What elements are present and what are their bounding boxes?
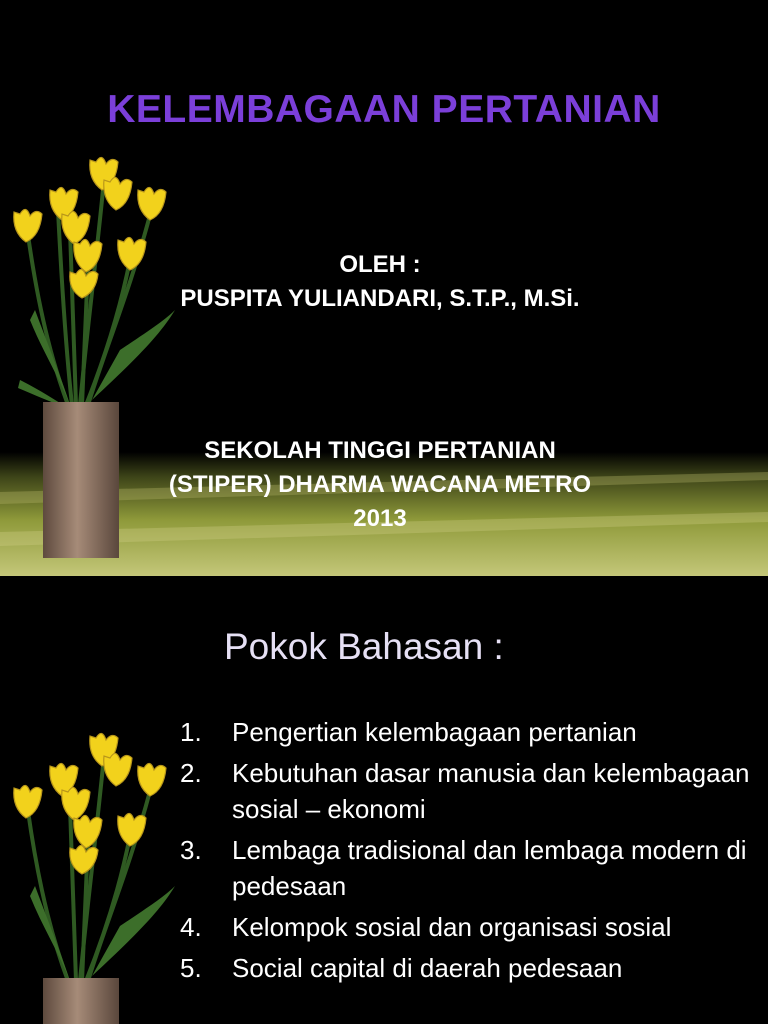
list-item-number: 2. bbox=[180, 758, 202, 788]
slide-title: KELEMBAGAAN PERTANIAN bbox=[107, 88, 661, 131]
institution-block bbox=[60, 434, 700, 536]
list-item bbox=[178, 755, 758, 827]
year: 2013 bbox=[353, 505, 407, 532]
list-item-number: 4. bbox=[180, 912, 202, 942]
institution-line-2: (STIPER) DHARMA WACANA METRO bbox=[168, 471, 592, 498]
list-item bbox=[178, 909, 758, 945]
outline-title: Pokok Bahasan : bbox=[224, 626, 504, 667]
institution-line-1: SEKOLAH TINGGI PERTANIAN bbox=[204, 437, 556, 464]
author-name: PUSPITA YULIANDARI, S.T.P., M.Si. bbox=[180, 285, 580, 312]
list-item-number: 3. bbox=[180, 835, 202, 865]
outline-slide bbox=[0, 586, 768, 1024]
list-item-text: Pengertian kelembagaan pertanian bbox=[232, 717, 637, 747]
list-item-text: Lembaga tradisional dan lembaga modern di pedesaan bbox=[232, 835, 747, 901]
list-item-text: Social capital di daerah pedesaan bbox=[232, 953, 623, 983]
list-item-text: Kebutuhan dasar manusia dan kelembagaan sosial – ekonomi bbox=[232, 758, 750, 824]
list-item-text: Kelompok sosial dan organisasi sosial bbox=[232, 912, 672, 942]
list-item-number: 5. bbox=[180, 953, 202, 983]
author-block bbox=[60, 248, 700, 316]
author-label: OLEH : bbox=[339, 251, 421, 278]
list-item-number: 1. bbox=[180, 717, 202, 747]
topic-list bbox=[178, 714, 758, 991]
tulip-vase-illustration bbox=[0, 726, 200, 1024]
list-item bbox=[178, 950, 758, 986]
vase-icon bbox=[43, 978, 119, 1024]
list-item bbox=[178, 832, 758, 904]
list-item bbox=[178, 714, 758, 750]
